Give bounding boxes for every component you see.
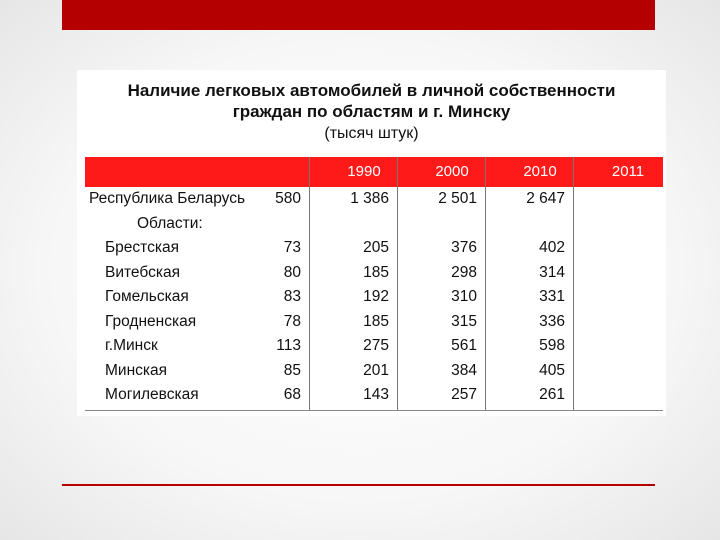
cell-1990: 80 (283, 263, 301, 281)
cell-1990: 85 (283, 361, 301, 379)
table-row (85, 236, 663, 261)
cell-2011: 314 (539, 263, 565, 281)
cell-2010: 298 (451, 263, 477, 281)
cell-2000: 192 (363, 288, 389, 305)
table-row (85, 261, 663, 286)
table-row (85, 212, 663, 237)
bottom-accent-line (62, 484, 655, 486)
row-label: Могилевская (105, 386, 199, 403)
row-label: Гомельская (105, 288, 189, 305)
cell-2000: 185 (363, 263, 389, 281)
table-header-row (85, 157, 663, 187)
cell-2010: 376 (451, 239, 477, 256)
cell-2000: 205 (363, 239, 389, 256)
cell-2010: 2 501 (438, 190, 477, 207)
cell-1990: 83 (283, 288, 301, 305)
table-row (85, 334, 663, 359)
cell-2000: 275 (363, 337, 389, 354)
cell-2011: 331 (539, 288, 565, 305)
table-subtitle: (тысяч штук) (324, 125, 419, 142)
cell-2000: 1 386 (350, 190, 389, 207)
row-label: Брестская (105, 239, 179, 256)
year-header-2000: 2000 (435, 163, 469, 180)
cell-2011: 2 647 (526, 190, 565, 207)
row-label: г.Минск (105, 337, 158, 354)
top-accent-bar (62, 0, 655, 30)
cell-2011: 598 (539, 337, 565, 354)
cell-2010: 257 (451, 386, 477, 403)
cell-2000: 143 (363, 386, 389, 403)
cell-2011: 402 (539, 239, 565, 256)
row-label: Витебская (105, 263, 180, 281)
year-header-1990: 1990 (347, 163, 381, 180)
year-header-2010: 2010 (523, 163, 557, 180)
table-row (85, 383, 663, 408)
cell-1990: 113 (276, 337, 301, 354)
cell-2010: 384 (451, 361, 477, 379)
cell-2010: 561 (451, 337, 477, 354)
row-label: Республика Беларусь (89, 190, 246, 207)
table-row (85, 285, 663, 310)
cell-2011: 405 (539, 361, 565, 379)
row-label: Гродненская (105, 312, 197, 330)
cell-2011: 261 (539, 386, 565, 403)
table-title (77, 80, 666, 122)
table-row (85, 187, 663, 212)
cell-2010: 315 (451, 312, 477, 330)
cell-1990: 68 (283, 386, 301, 403)
table-body (85, 187, 663, 408)
cell-2000: 185 (363, 312, 389, 330)
table-row (85, 310, 663, 335)
row-label: Минская (105, 361, 168, 379)
table-card (77, 70, 666, 416)
cell-1990: 580 (275, 190, 301, 207)
title-line-1: Наличие легковых автомобилей в личной собственности (127, 81, 616, 100)
title-line-2: граждан по областям и г. Минску (232, 102, 511, 121)
cell-1990: 78 (283, 312, 301, 330)
cell-2000: 201 (363, 361, 389, 379)
cell-2010: 310 (451, 288, 477, 305)
table-bottom-border (85, 410, 663, 411)
year-header-2011: 2011 (611, 163, 645, 180)
cell-1990: 73 (283, 239, 301, 256)
row-label: Области: (137, 214, 203, 232)
table-row (85, 359, 663, 384)
cell-2011: 336 (539, 312, 565, 330)
